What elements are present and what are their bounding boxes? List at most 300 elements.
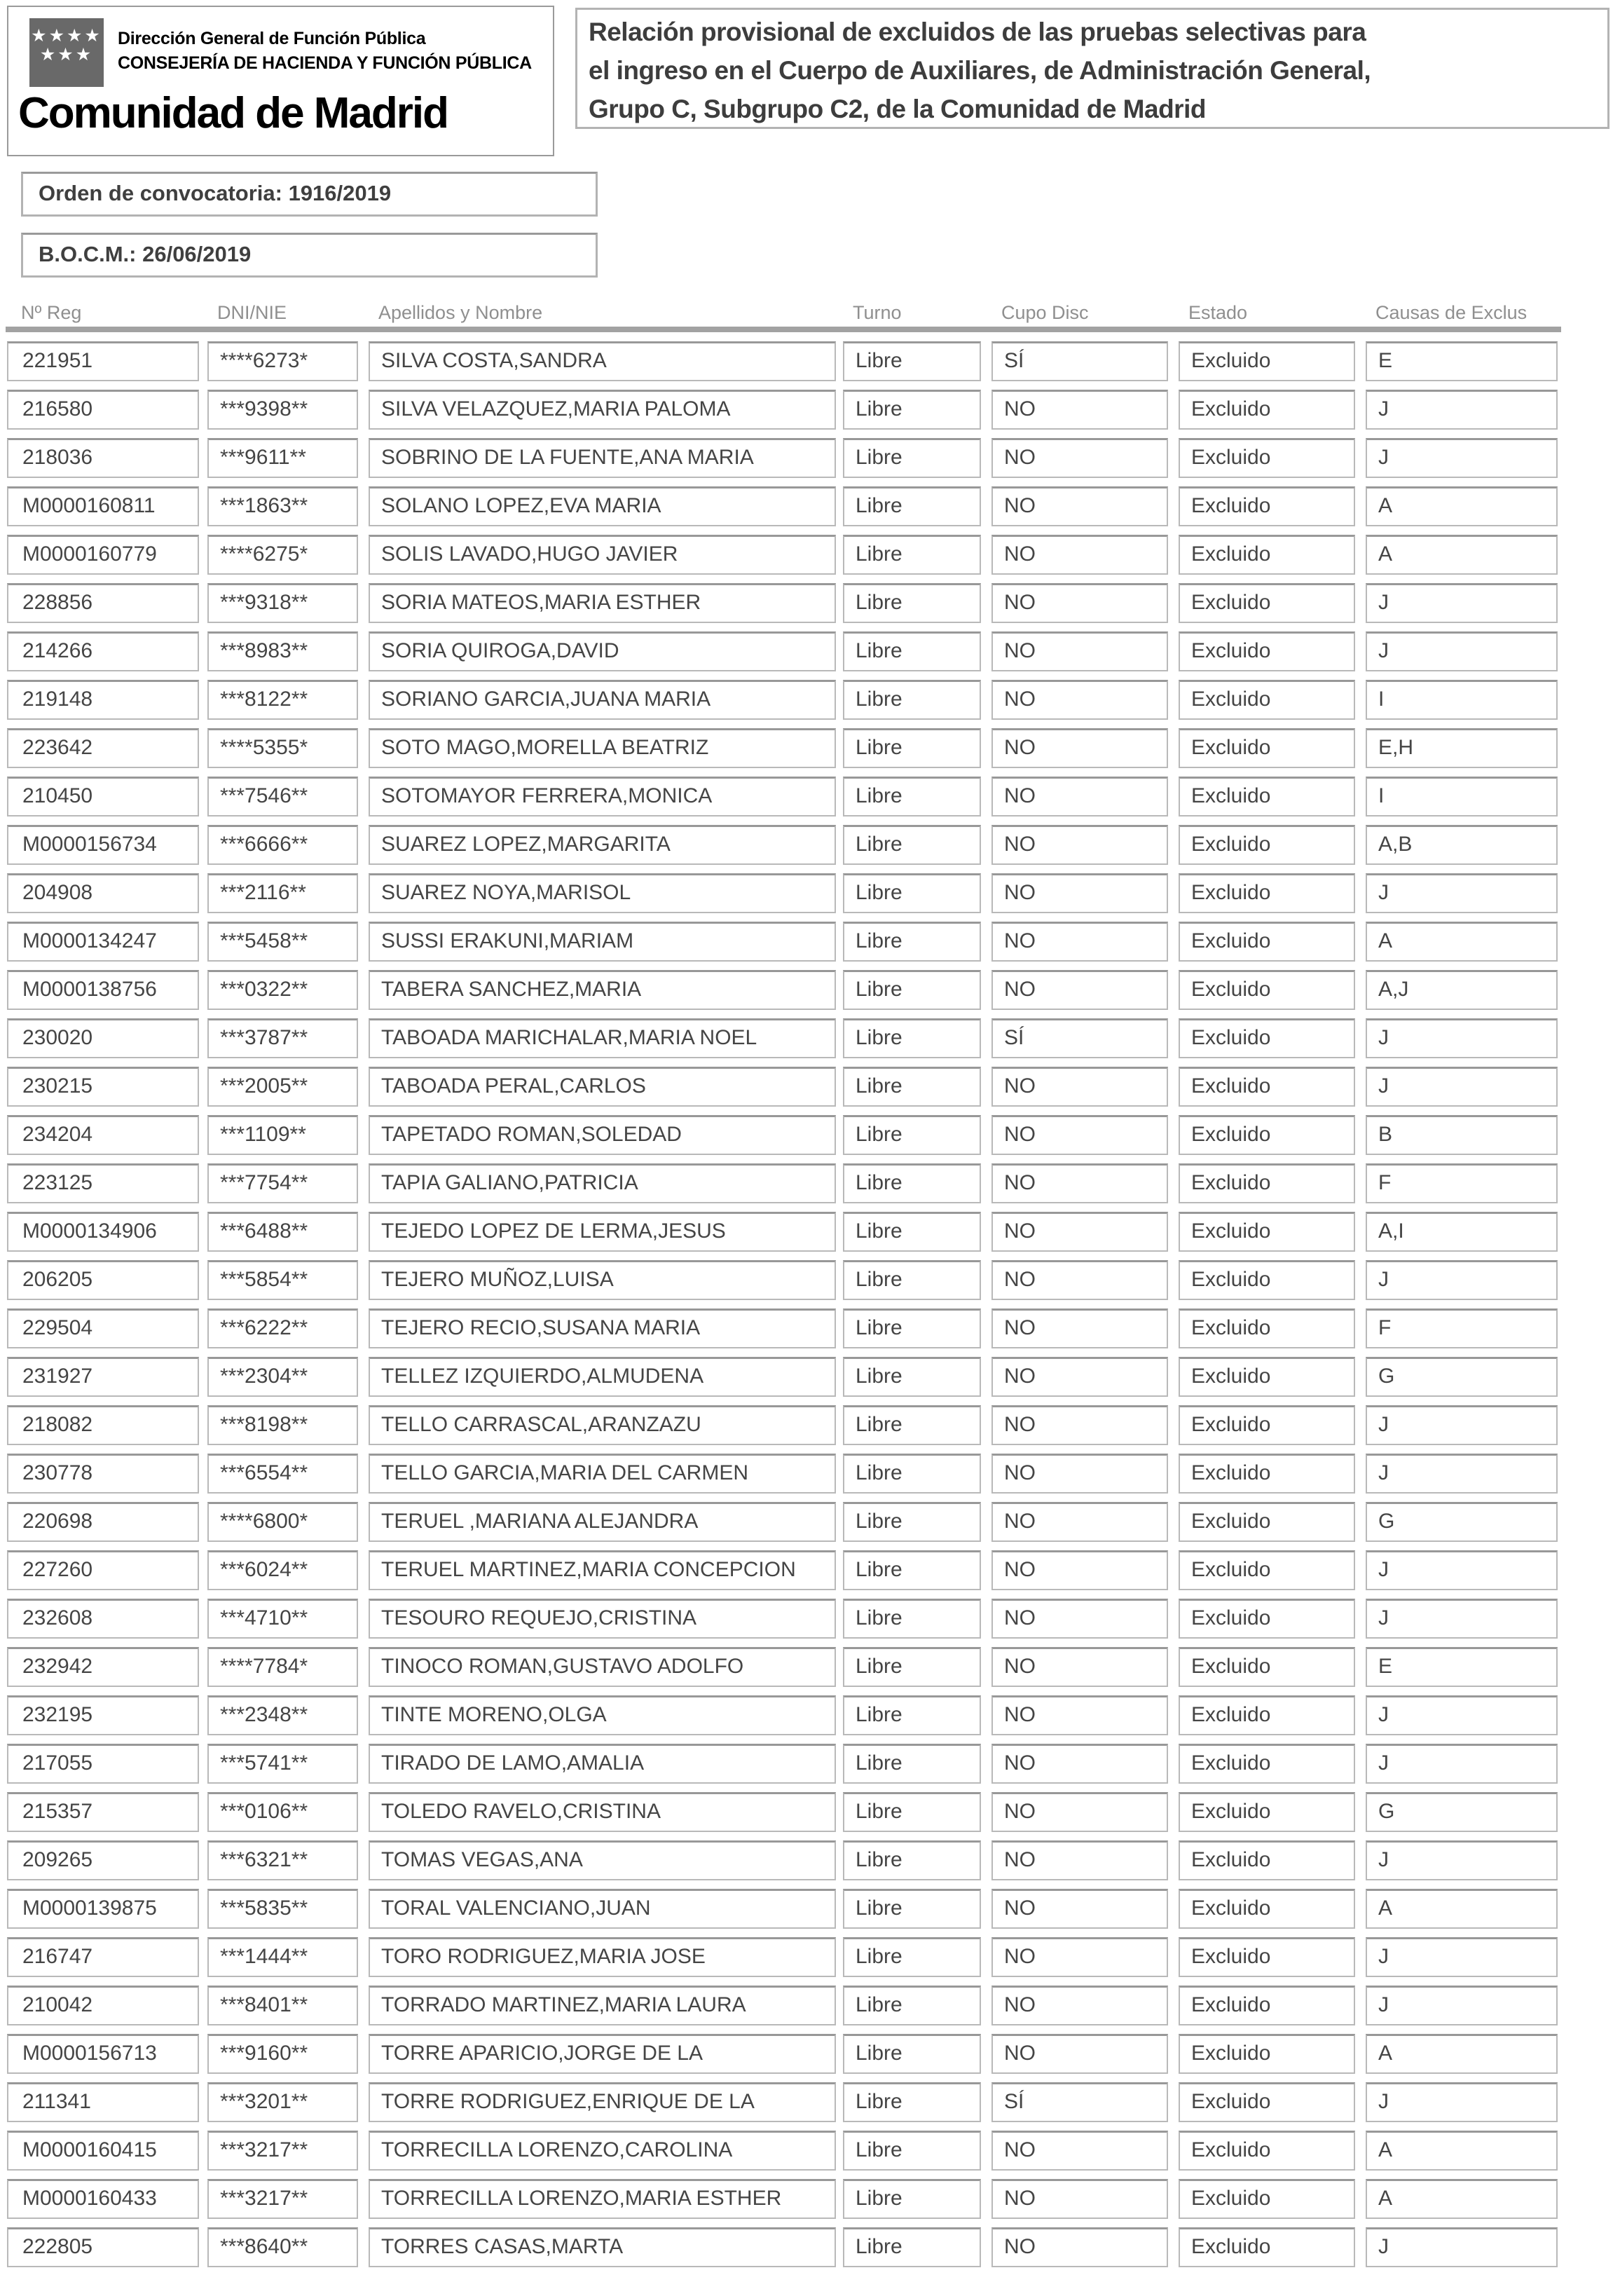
cell-cupo: NO — [991, 1647, 1168, 1687]
cell-turno: Libre — [843, 2082, 981, 2122]
table-row — [0, 341, 1620, 381]
cell-name: SORIA MATEOS,MARIA ESTHER — [369, 583, 836, 623]
cell-name: TORRECILLA LORENZO,CAROLINA — [369, 2131, 836, 2171]
cell-estado: Excluido — [1179, 1308, 1355, 1348]
cell-cupo: NO — [991, 1357, 1168, 1397]
cell-causas: J — [1366, 1550, 1558, 1590]
flag-stars-bottom: ★★★ — [39, 45, 94, 64]
cell-reg: 230778 — [7, 1454, 199, 1494]
table-row — [0, 1840, 1620, 1880]
cell-causas: G — [1366, 1792, 1558, 1832]
cell-turno: Libre — [843, 1067, 981, 1107]
table-row — [0, 970, 1620, 1010]
cell-reg: 210450 — [7, 777, 199, 816]
table-row — [0, 777, 1620, 816]
table-row — [0, 535, 1620, 575]
cell-dni: ***1444** — [207, 1937, 358, 1977]
cell-name: SOTO MAGO,MORELLA BEATRIZ — [369, 728, 836, 768]
cell-estado: Excluido — [1179, 1260, 1355, 1300]
table-row — [0, 390, 1620, 430]
cell-name: SUSSI ERAKUNI,MARIAM — [369, 922, 836, 962]
cell-estado: Excluido — [1179, 1647, 1355, 1687]
cell-dni: ****7784* — [207, 1647, 358, 1687]
cell-cupo: NO — [991, 2034, 1168, 2074]
cell-dni: ***3787** — [207, 1018, 358, 1058]
table-row — [0, 1937, 1620, 1977]
column-header-dni: DNI/NIE — [217, 302, 287, 323]
cell-name: TORRE RODRIGUEZ,ENRIQUE DE LA — [369, 2082, 836, 2122]
cell-turno: Libre — [843, 1986, 981, 2025]
cell-estado: Excluido — [1179, 486, 1355, 526]
cell-name: TORRADO MARTINEZ,MARIA LAURA — [369, 1986, 836, 2025]
cell-causas: B — [1366, 1115, 1558, 1155]
cell-turno: Libre — [843, 873, 981, 913]
cell-estado: Excluido — [1179, 873, 1355, 913]
cell-dni: ****6800* — [207, 1502, 358, 1542]
cell-cupo: NO — [991, 2227, 1168, 2267]
column-header-estado: Estado — [1188, 302, 1248, 323]
logo-box — [7, 6, 554, 156]
cell-name: TAPIA GALIANO,PATRICIA — [369, 1163, 836, 1203]
column-header-cupo: Cupo Disc — [1001, 302, 1089, 323]
cell-causas: J — [1366, 438, 1558, 478]
cell-reg: M0000139875 — [7, 1889, 199, 1929]
table-row — [0, 1067, 1620, 1107]
table-row — [0, 728, 1620, 768]
table-row — [0, 825, 1620, 865]
cell-turno: Libre — [843, 486, 981, 526]
cell-dni: ***5835** — [207, 1889, 358, 1929]
cell-cupo: NO — [991, 970, 1168, 1010]
column-headers — [0, 294, 1620, 324]
cell-turno: Libre — [843, 1744, 981, 1784]
cell-estado: Excluido — [1179, 390, 1355, 430]
cell-reg: M0000160415 — [7, 2131, 199, 2171]
org-lines — [118, 27, 532, 76]
cell-reg: M0000160433 — [7, 2179, 199, 2219]
cell-dni: ***7546** — [207, 777, 358, 816]
cell-estado: Excluido — [1179, 1840, 1355, 1880]
cell-dni: ***5741** — [207, 1744, 358, 1784]
cell-turno: Libre — [843, 1405, 981, 1445]
table-row — [0, 1695, 1620, 1735]
cell-name: TABERA SANCHEZ,MARIA — [369, 970, 836, 1010]
page-title — [575, 8, 1609, 129]
cell-dni: ***2116** — [207, 873, 358, 913]
cell-reg: 206205 — [7, 1260, 199, 1300]
table-row — [0, 631, 1620, 671]
cell-causas: J — [1366, 873, 1558, 913]
table-row — [0, 1163, 1620, 1203]
cell-turno: Libre — [843, 2227, 981, 2267]
cell-cupo: SÍ — [991, 1018, 1168, 1058]
cell-estado: Excluido — [1179, 1067, 1355, 1107]
cell-name: TOLEDO RAVELO,CRISTINA — [369, 1792, 836, 1832]
cell-dni: ***6554** — [207, 1454, 358, 1494]
table-row — [0, 2131, 1620, 2171]
cell-name: SOBRINO DE LA FUENTE,ANA MARIA — [369, 438, 836, 478]
cell-name: SORIANO GARCIA,JUANA MARIA — [369, 680, 836, 720]
cell-estado: Excluido — [1179, 1550, 1355, 1590]
cell-turno: Libre — [843, 1695, 981, 1735]
cell-name: TORO RODRIGUEZ,MARIA JOSE — [369, 1937, 836, 1977]
table-row — [0, 2082, 1620, 2122]
cell-dni: ***4710** — [207, 1599, 358, 1639]
cell-reg: 230215 — [7, 1067, 199, 1107]
cell-causas: J — [1366, 2082, 1558, 2122]
cell-reg: 234204 — [7, 1115, 199, 1155]
cell-dni: ***2304** — [207, 1357, 358, 1397]
cell-causas: A,I — [1366, 1212, 1558, 1252]
cell-causas: F — [1366, 1308, 1558, 1348]
cell-reg: 218036 — [7, 438, 199, 478]
cell-causas: J — [1366, 583, 1558, 623]
cell-reg: M0000138756 — [7, 970, 199, 1010]
cell-cupo: NO — [991, 1454, 1168, 1494]
cell-turno: Libre — [843, 1115, 981, 1155]
cell-estado: Excluido — [1179, 1163, 1355, 1203]
table-row — [0, 1502, 1620, 1542]
cell-estado: Excluido — [1179, 2179, 1355, 2219]
cell-reg: M0000160811 — [7, 486, 199, 526]
cell-causas: G — [1366, 1502, 1558, 1542]
cell-dni: ****5355* — [207, 728, 358, 768]
cell-causas: A — [1366, 535, 1558, 575]
table-row — [0, 486, 1620, 526]
table-row — [0, 873, 1620, 913]
cell-cupo: NO — [991, 1212, 1168, 1252]
cell-causas: I — [1366, 777, 1558, 816]
table-row — [0, 680, 1620, 720]
cell-cupo: NO — [991, 486, 1168, 526]
cell-reg: M0000160779 — [7, 535, 199, 575]
cell-causas: J — [1366, 631, 1558, 671]
cell-name: TAPETADO ROMAN,SOLEDAD — [369, 1115, 836, 1155]
cell-turno: Libre — [843, 2034, 981, 2074]
cell-turno: Libre — [843, 970, 981, 1010]
cell-reg: 223125 — [7, 1163, 199, 1203]
cell-estado: Excluido — [1179, 2227, 1355, 2267]
cell-reg: 228856 — [7, 583, 199, 623]
cell-cupo: NO — [991, 390, 1168, 430]
cell-reg: M0000134906 — [7, 1212, 199, 1252]
cell-estado: Excluido — [1179, 1502, 1355, 1542]
cell-name: TORAL VALENCIANO,JUAN — [369, 1889, 836, 1929]
cell-name: SILVA VELAZQUEZ,MARIA PALOMA — [369, 390, 836, 430]
cell-dni: ***9318** — [207, 583, 358, 623]
cell-dni: ***0322** — [207, 970, 358, 1010]
cell-causas: E,H — [1366, 728, 1558, 768]
cell-turno: Libre — [843, 1889, 981, 1929]
cell-turno: Libre — [843, 1018, 981, 1058]
cell-estado: Excluido — [1179, 1744, 1355, 1784]
cell-cupo: NO — [991, 1986, 1168, 2025]
cell-cupo: NO — [991, 922, 1168, 962]
cell-reg: 211341 — [7, 2082, 199, 2122]
org-line-1: Dirección General de Función Pública — [118, 29, 426, 48]
cell-estado: Excluido — [1179, 341, 1355, 381]
cell-reg: 231927 — [7, 1357, 199, 1397]
cell-estado: Excluido — [1179, 1986, 1355, 2025]
cell-reg: 214266 — [7, 631, 199, 671]
cell-causas: E — [1366, 341, 1558, 381]
table-row — [0, 922, 1620, 962]
cell-name: SUAREZ LOPEZ,MARGARITA — [369, 825, 836, 865]
cell-cupo: NO — [991, 1163, 1168, 1203]
cell-turno: Libre — [843, 1454, 981, 1494]
cell-reg: 218082 — [7, 1405, 199, 1445]
cell-causas: J — [1366, 1405, 1558, 1445]
cell-dni: ***8640** — [207, 2227, 358, 2267]
cell-causas: J — [1366, 1937, 1558, 1977]
cell-causas: J — [1366, 2227, 1558, 2267]
table-row — [0, 1454, 1620, 1494]
cell-name: SUAREZ NOYA,MARISOL — [369, 873, 836, 913]
cell-name: TERUEL MARTINEZ,MARIA CONCEPCION — [369, 1550, 836, 1590]
cell-cupo: NO — [991, 728, 1168, 768]
cell-turno: Libre — [843, 2131, 981, 2171]
cell-dni: ***3217** — [207, 2179, 358, 2219]
cell-turno: Libre — [843, 1502, 981, 1542]
cell-reg: 232195 — [7, 1695, 199, 1735]
cell-turno: Libre — [843, 1163, 981, 1203]
cell-dni: ***2005** — [207, 1067, 358, 1107]
cell-reg: M0000156713 — [7, 2034, 199, 2074]
column-header-causas: Causas de Exclus — [1375, 302, 1528, 323]
cell-name: TEJERO RECIO,SUSANA MARIA — [369, 1308, 836, 1348]
cell-causas: J — [1366, 1018, 1558, 1058]
cell-reg: 232942 — [7, 1647, 199, 1687]
cell-cupo: NO — [991, 1792, 1168, 1832]
cell-cupo: NO — [991, 1889, 1168, 1929]
table-row — [0, 1744, 1620, 1784]
cell-turno: Libre — [843, 1260, 981, 1300]
header-divider — [6, 327, 1561, 332]
cell-estado: Excluido — [1179, 777, 1355, 816]
cell-cupo: NO — [991, 2131, 1168, 2171]
cell-name: TINOCO ROMAN,GUSTAVO ADOLFO — [369, 1647, 836, 1687]
cell-cupo: NO — [991, 1308, 1168, 1348]
cell-cupo: NO — [991, 631, 1168, 671]
cell-turno: Libre — [843, 680, 981, 720]
cell-estado: Excluido — [1179, 1792, 1355, 1832]
cell-name: TOMAS VEGAS,ANA — [369, 1840, 836, 1880]
cell-name: SOTOMAYOR FERRERA,MONICA — [369, 777, 836, 816]
cell-estado: Excluido — [1179, 1599, 1355, 1639]
cell-estado: Excluido — [1179, 1405, 1355, 1445]
column-header-turno: Turno — [853, 302, 902, 323]
table-row — [0, 1647, 1620, 1687]
cell-dni: ***5458** — [207, 922, 358, 962]
cell-dni: ***6321** — [207, 1840, 358, 1880]
cell-cupo: NO — [991, 1840, 1168, 1880]
cell-estado: Excluido — [1179, 1212, 1355, 1252]
cell-dni: ***9611** — [207, 438, 358, 478]
cell-reg: 216580 — [7, 390, 199, 430]
cell-name: TEJEDO LOPEZ DE LERMA,JESUS — [369, 1212, 836, 1252]
cell-reg: 230020 — [7, 1018, 199, 1058]
cell-name: SORIA QUIROGA,DAVID — [369, 631, 836, 671]
cell-reg: 232608 — [7, 1599, 199, 1639]
orden-convocatoria-bar: Orden de convocatoria: 1916/2019 — [21, 172, 598, 217]
cell-estado: Excluido — [1179, 1695, 1355, 1735]
cell-turno: Libre — [843, 1550, 981, 1590]
table-row — [0, 1115, 1620, 1155]
cell-cupo: NO — [991, 1695, 1168, 1735]
cell-estado: Excluido — [1179, 825, 1355, 865]
cell-dni: ***6666** — [207, 825, 358, 865]
cell-reg: 204908 — [7, 873, 199, 913]
cell-causas: J — [1366, 1695, 1558, 1735]
cell-reg: 220698 — [7, 1502, 199, 1542]
cell-causas: J — [1366, 1067, 1558, 1107]
cell-causas: I — [1366, 680, 1558, 720]
brand-text: Comunidad de Madrid — [18, 89, 448, 137]
cell-name: TORRE APARICIO,JORGE DE LA — [369, 2034, 836, 2074]
cell-estado: Excluido — [1179, 1115, 1355, 1155]
org-line-2: CONSEJERÍA DE HACIENDA Y FUNCIÓN PÚBLICA — [118, 53, 532, 73]
title-line-1: Relación provisional de excluidos de las pruebas selectivas para — [589, 18, 1366, 46]
cell-dni: ***3217** — [207, 2131, 358, 2171]
cell-estado: Excluido — [1179, 583, 1355, 623]
cell-turno: Libre — [843, 1937, 981, 1977]
table-row — [0, 1986, 1620, 2025]
cell-cupo: NO — [991, 680, 1168, 720]
cell-dni: ***8198** — [207, 1405, 358, 1445]
cell-dni: ***6024** — [207, 1550, 358, 1590]
cell-name: TESOURO REQUEJO,CRISTINA — [369, 1599, 836, 1639]
cell-causas: G — [1366, 1357, 1558, 1397]
excluded-list-table — [0, 341, 1620, 2276]
madrid-flag-icon — [29, 18, 104, 87]
cell-estado: Excluido — [1179, 438, 1355, 478]
cell-dni: ***6488** — [207, 1212, 358, 1252]
cell-causas: J — [1366, 1744, 1558, 1784]
cell-dni: ***5854** — [207, 1260, 358, 1300]
cell-reg: 210042 — [7, 1986, 199, 2025]
cell-cupo: NO — [991, 1260, 1168, 1300]
cell-turno: Libre — [843, 535, 981, 575]
cell-dni: ***0106** — [207, 1792, 358, 1832]
cell-dni: ****6273* — [207, 341, 358, 381]
cell-causas: J — [1366, 390, 1558, 430]
cell-cupo: NO — [991, 1067, 1168, 1107]
cell-estado: Excluido — [1179, 680, 1355, 720]
cell-name: TINTE MORENO,OLGA — [369, 1695, 836, 1735]
cell-estado: Excluido — [1179, 535, 1355, 575]
cell-estado: Excluido — [1179, 2131, 1355, 2171]
cell-reg: 229504 — [7, 1308, 199, 1348]
cell-estado: Excluido — [1179, 1454, 1355, 1494]
cell-reg: 227260 — [7, 1550, 199, 1590]
cell-cupo: NO — [991, 1937, 1168, 1977]
bocm-bar: B.O.C.M.: 26/06/2019 — [21, 233, 598, 278]
table-row — [0, 1212, 1620, 1252]
table-row — [0, 583, 1620, 623]
cell-causas: A — [1366, 486, 1558, 526]
cell-causas: F — [1366, 1163, 1558, 1203]
table-row — [0, 2034, 1620, 2074]
title-line-2: el ingreso en el Cuerpo de Auxiliares, de Administración General, — [589, 56, 1371, 85]
cell-turno: Libre — [843, 825, 981, 865]
cell-cupo: NO — [991, 583, 1168, 623]
cell-estado: Excluido — [1179, 2082, 1355, 2122]
cell-turno: Libre — [843, 2179, 981, 2219]
cell-name: SOLANO LOPEZ,EVA MARIA — [369, 486, 836, 526]
cell-turno: Libre — [843, 1840, 981, 1880]
cell-dni: ***2348** — [207, 1695, 358, 1735]
cell-turno: Libre — [843, 631, 981, 671]
cell-cupo: NO — [991, 2179, 1168, 2219]
cell-name: TELLO GARCIA,MARIA DEL CARMEN — [369, 1454, 836, 1494]
cell-dni: ***6222** — [207, 1308, 358, 1348]
table-row — [0, 1599, 1620, 1639]
cell-dni: ***7754** — [207, 1163, 358, 1203]
cell-estado: Excluido — [1179, 970, 1355, 1010]
cell-causas: J — [1366, 1986, 1558, 2025]
cell-name: TELLO CARRASCAL,ARANZAZU — [369, 1405, 836, 1445]
cell-causas: A — [1366, 2034, 1558, 2074]
cell-estado: Excluido — [1179, 922, 1355, 962]
cell-dni: ***1863** — [207, 486, 358, 526]
cell-reg: 219148 — [7, 680, 199, 720]
cell-name: TEJERO MUÑOZ,LUISA — [369, 1260, 836, 1300]
cell-causas: A — [1366, 2131, 1558, 2171]
cell-cupo: NO — [991, 1744, 1168, 1784]
cell-name: TERUEL ,MARIANA ALEJANDRA — [369, 1502, 836, 1542]
cell-reg: M0000156734 — [7, 825, 199, 865]
cell-reg: 223642 — [7, 728, 199, 768]
cell-cupo: NO — [991, 777, 1168, 816]
cell-causas: J — [1366, 1599, 1558, 1639]
cell-estado: Excluido — [1179, 1357, 1355, 1397]
cell-estado: Excluido — [1179, 631, 1355, 671]
cell-cupo: NO — [991, 535, 1168, 575]
cell-cupo: NO — [991, 1599, 1168, 1639]
cell-dni: ***9160** — [207, 2034, 358, 2074]
cell-turno: Libre — [843, 777, 981, 816]
cell-reg: 222805 — [7, 2227, 199, 2267]
table-row — [0, 2179, 1620, 2219]
cell-causas: J — [1366, 1260, 1558, 1300]
cell-turno: Libre — [843, 1308, 981, 1348]
cell-cupo: SÍ — [991, 341, 1168, 381]
cell-estado: Excluido — [1179, 1937, 1355, 1977]
cell-causas: A — [1366, 922, 1558, 962]
cell-causas: A,B — [1366, 825, 1558, 865]
cell-cupo: NO — [991, 1502, 1168, 1542]
table-row — [0, 1308, 1620, 1348]
cell-reg: 215357 — [7, 1792, 199, 1832]
table-row — [0, 2227, 1620, 2267]
cell-cupo: NO — [991, 438, 1168, 478]
cell-name: SOLIS LAVADO,HUGO JAVIER — [369, 535, 836, 575]
cell-cupo: NO — [991, 873, 1168, 913]
cell-cupo: NO — [991, 1405, 1168, 1445]
cell-cupo: SÍ — [991, 2082, 1168, 2122]
cell-dni: ***8401** — [207, 1986, 358, 2025]
cell-reg: 217055 — [7, 1744, 199, 1784]
table-row — [0, 1792, 1620, 1832]
cell-causas: A — [1366, 1889, 1558, 1929]
cell-name: TIRADO DE LAMO,AMALIA — [369, 1744, 836, 1784]
table-row — [0, 1889, 1620, 1929]
cell-cupo: NO — [991, 825, 1168, 865]
table-row — [0, 1260, 1620, 1300]
cell-dni: ***3201** — [207, 2082, 358, 2122]
cell-dni: ***8122** — [207, 680, 358, 720]
cell-name: SILVA COSTA,SANDRA — [369, 341, 836, 381]
